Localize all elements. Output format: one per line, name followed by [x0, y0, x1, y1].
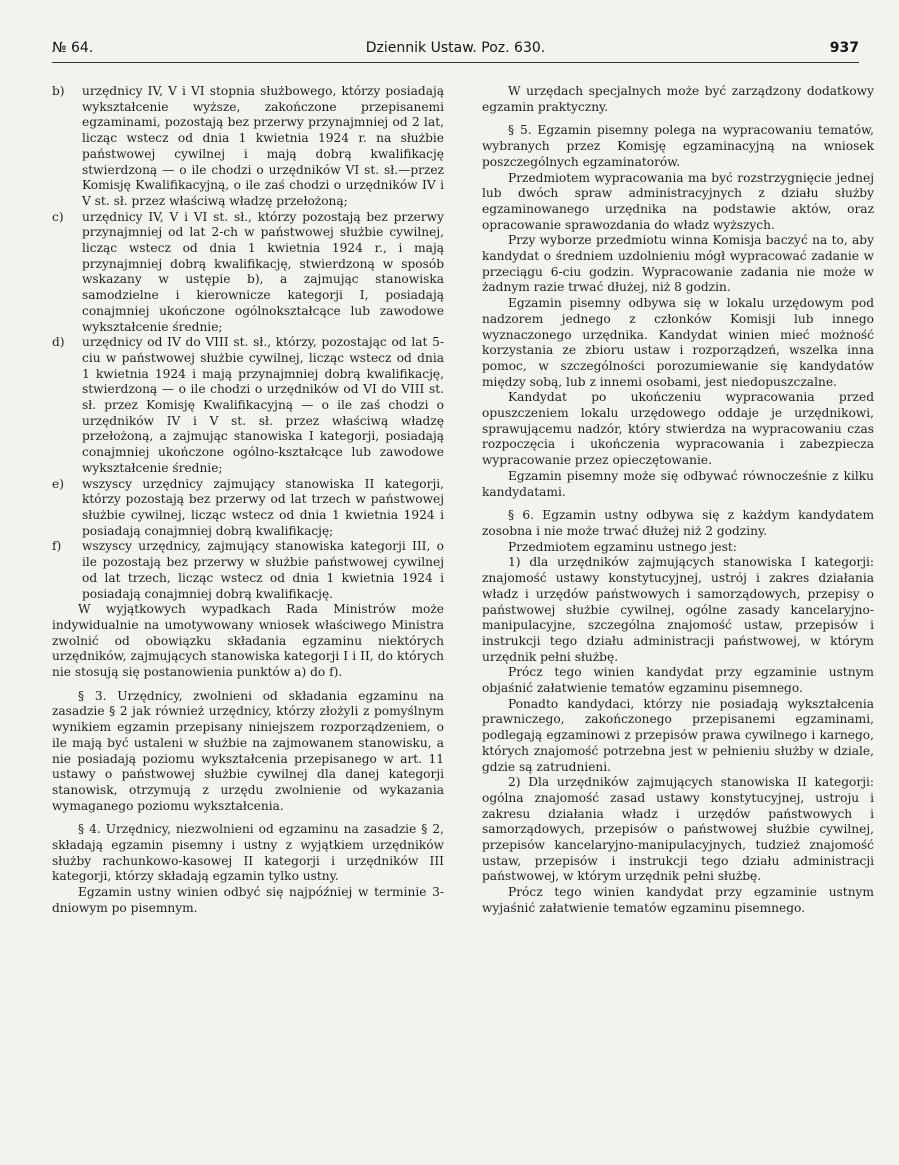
item-label: e) — [52, 476, 64, 491]
category-2-subjects: 2) Dla urzędników zajmujących stanowiska II kategorji: ogólna znajomość zasad ustawy konstytucyjnej, ustroju i zakresu działania władz i urzędów państwowych i samorządowych, przepisów o państwowej służbie cywilnej, przepisów kancelaryjno-manipulacyjnych, tudzież znajomość ustaw, przepisów i instrukcji tego działu administracji państwowej, w którym urzędnik pełni służbę. — [482, 775, 874, 884]
text-columns — [52, 84, 874, 1155]
header-divider — [52, 62, 859, 63]
submission-paragraph: Kandydat po ukończeniu wypracowania przed opuszczeniem lokalu urzędowego oddaje je urzędnikowi, sprawującemu nadzór, który stwierdza na wypracowaniu czas rozpoczęcia i ukończenia wypracowania i zabezpiecza wypracowanie przez opieczętowanie. — [482, 390, 874, 468]
section-6: § 6. Egzamin ustny odbywa się z każdym kandydatem zosobna i nie może trwać dłużej niż 2 godziny. — [482, 508, 874, 538]
category-1-subjects: 1) dla urzędników zajmujących stanowiska I kategorji: znajomość ustawy konstytucyjnej, ustrój i zakres działania władz i urzędów państwowych i samorządowych, przepisy o państwowej służbie cywilnej, ogólne zasady kancelaryjno-manipulacyjne, szczególna znajomość ustaw, przepisów i instrukcji tego działu administracji państwowej, w którym urzędnik pełni służbę. — [482, 555, 874, 664]
item-text: wszyscy urzędnicy zajmujący stanowiska II kategorji, którzy pozostają bez przerwy od lat trzech w państwowej służbie cywilnej, licząc wstecz od dnia 1 kwietnia 1924 i posiadają conajmniej dobrą kwalifikację; — [82, 476, 444, 538]
list-item-c — [52, 210, 444, 336]
journal-title: Dziennik Ustaw. Poz. 630. — [365, 40, 546, 56]
list-item-f — [52, 539, 444, 602]
page-number: 937 — [829, 40, 859, 56]
exemption-paragraph: W wyjątkowych wypadkach Rada Ministrów może indywidualnie na umotywowany wniosek właściwego Ministra zwolnić od obowiązku składania egzaminu niektórych urzędników, zajmujących stanowiska kategorji I i II, do których nie stosują się postanowienia punktów a) do f). — [52, 602, 444, 680]
item-text: urzędnicy od IV do VIII st. sł., którzy, pozostając od lat 5-ciu w państwowej służbie cywilnej, licząc wstecz od dnia 1 kwietnia 1924 i mają przynajmniej dobrą kwalifikację, stwierdzoną — o ile chodzi o urzędników od VI do VIII st. sł. przez Komisję Kwalifikacyjną — o ile zaś chodzi o urzędników IV i V st. sł. przez właściwą władzę przełożoną, a zajmując stanowiska I kategorji, posiadają conajmniej ukończone ogólno-kształcące lub zawodowe wykształcenie średnie; — [82, 335, 444, 475]
category-2-explanation: Prócz tego winien kandydat przy egzaminie ustnym wyjaśnić załatwienie tematów egzaminu pisemnego. — [482, 885, 874, 915]
written-subject-paragraph: Przedmiotem wypracowania ma być rozstrzygnięcie jednej lub dwóch spraw administracyjnych z działu służby egzaminowanego urzędnika na podstawie aktów, oraz opracowanie sprawozdania do władz wyższych. — [482, 170, 874, 232]
category-1-explanation: Prócz tego winien kandydat przy egzaminie ustnym objaśnić załatwienie tematów egzaminu pisemnego. — [482, 665, 874, 696]
section-5: § 5. Egzamin pisemny polega na wypracowaniu tematów, wybranych przez Komisję egzaminacyjną na wniosek poszczególnych egzaminatorów. — [482, 123, 874, 169]
item-label: b) — [52, 84, 65, 98]
subject-choice-paragraph: Przy wyborze przedmiotu winna Komisja baczyć na to, aby kandydat o średniem uzdolnieniu mógł wypracować zadanie w przeciągu 6-ciu godzin. Wypracowanie zadania nie może w żadnym razie trwać dłużej, niż 8 godzin. — [482, 233, 874, 295]
left-column — [52, 84, 444, 1155]
item-label: c) — [52, 209, 64, 224]
issue-number: № 64. — [52, 40, 94, 56]
exam-location-paragraph: Egzamin pisemny odbywa się w lokalu urzędowym pod nadzorem jednego z członków Komisji lub innego wyznaczonego urzędnika. Kandydat winien mieć możność korzystania ze zbioru ustaw i rozporządzeń, wszelka inna pomoc, w szczególności porozumiewanie się kandydatów między sobą, lub z innemi osobami, jest niedopuszczalne. — [482, 296, 874, 389]
item-label: f) — [52, 539, 62, 554]
simultaneous-exam-paragraph: Egzamin pisemny może się odbywać równocześnie z kilku kandydatami. — [482, 468, 874, 499]
item-label: d) — [52, 335, 65, 350]
list-item-b — [52, 84, 444, 210]
section-4: § 4. Urzędnicy, niezwolnieni od egzaminu na zasadzie § 2, składają egzamin pisemny i ustny z wyjątkiem urzędników służby rachunkowo-kasowej II kategorji i urzędników III kategorji, którzy składają egzamin tylko ustny. — [52, 822, 444, 884]
list-item-e — [52, 477, 444, 540]
oral-exam-deadline: Egzamin ustny winien odbyć się najpóźniej w terminie 3-dniowym po pisemnym. — [52, 885, 444, 915]
item-text: urzędnicy IV, V i VI st. sł., którzy pozostają bez przerwy przynajmniej od lat 2-ch w państwowej służbie cywilnej, licząc wstecz od dnia 1 kwietnia 1924 r., i mają przynajmniej dobrą kwalifikację, stwierdzoną w sposób wskazany w ustępie b), a zajmując stanowiska samodzielne i kierownicze kategorji I, posiadają conajmniej ukończone ogólnokształcące lub zawodowe wykształcenie średnie; — [82, 209, 444, 334]
practical-exam-paragraph: W urzędach specjalnych może być zarządzony dodatkowy egzamin praktyczny. — [482, 84, 874, 114]
non-lawyer-paragraph: Ponadto kandydaci, którzy nie posiadają wykształcenia prawniczego, zakończonego przepisanemi egzaminami, podlegają egzaminowi z przepisów prawa cywilnego i karnego, których znajomość potrzebna jest w pełnieniu służby w dziale, gdzie są zatrudnieni. — [482, 696, 874, 774]
section-3: § 3. Urzędnicy, zwolnieni od składania egzaminu na zasadzie § 2 jak również urzędnicy, którzy złożyli z pomyślnym wynikiem egzamin przepisany niniejszem rozporządzeniem, o ile mają być ustaleni w służbie na zajmowanem stanowisku, a nie posiadają poziomu wykształcenia przepisanego w art. 11 ustawy o państwowej służbie cywilnej dla danej kategorji stanowisk, otrzymują z urzędu zwolnienie od wykazania wymaganego poziomu wykształcenia. — [52, 688, 444, 813]
item-text: wszyscy urzędnicy, zajmujący stanowiska kategorji III, o ile pozostają bez przerwy w służbie państwowej cywilnej od lat trzech, licząc wstecz od dnia 1 kwietnia 1924 i posiadają conajmniej dobrą kwalifikację. — [82, 539, 444, 601]
right-column — [482, 84, 874, 1155]
oral-subject-intro: Przedmiotem egzaminu ustnego jest: — [508, 539, 737, 554]
list-item-d — [52, 335, 444, 476]
page-header — [52, 40, 859, 62]
item-text: urzędnicy IV, V i VI stopnia służbowego, którzy posiadają wykształcenie wyższe, zakończone przepisanemi egzaminami, pozostają bez przerwy przynajmniej od 2 lat, licząc wstecz od dnia 1 kwietnia 1924 r. na służbie państwowej cywilnej i mają dobrą kwalifikację stwierdzoną — o ile chodzi o urzędników VI st. sł.—przez Komisję Kwalifikacyjną, o ile zaś chodzi o urzędników IV i V st. sł. przez właściwą władzę przełożoną; — [82, 84, 444, 208]
